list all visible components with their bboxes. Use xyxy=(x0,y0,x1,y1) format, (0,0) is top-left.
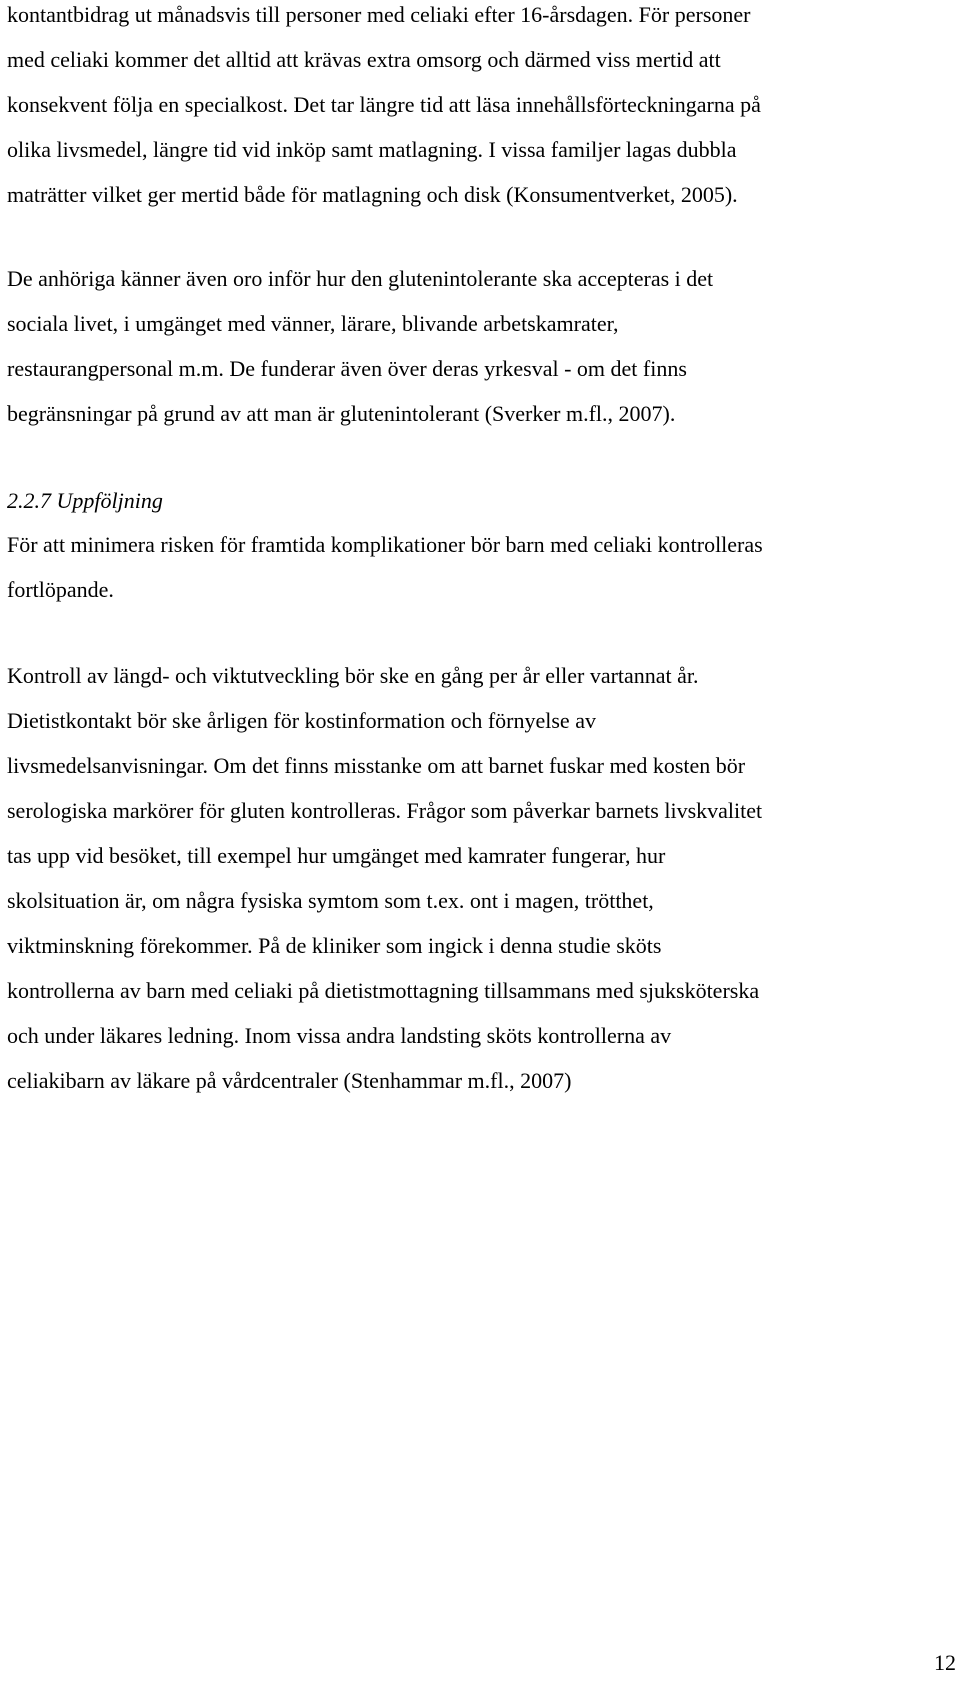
paragraph-2-line: De anhöriga känner även oro inför hur den glutenintolerante ska accepteras i det xyxy=(7,266,714,291)
paragraph-1-line: kontantbidrag ut månadsvis till personer med celiaki efter 16-årsdagen. För personer xyxy=(7,2,751,27)
paragraph-4-line: celiakibarn av läkare på vårdcentraler (Stenhammar m.fl., 2007) xyxy=(7,1068,572,1093)
paragraph-4-line: Kontroll av längd- och viktutveckling bör ske en gång per år eller vartannat år. xyxy=(7,663,699,688)
paragraph-2-line: sociala livet, i umgänget med vänner, lärare, blivande arbetskamrater, xyxy=(7,311,619,336)
page-number: 12 xyxy=(934,1650,956,1675)
paragraph-4-line: och under läkares ledning. Inom vissa andra landsting sköts kontrollerna av xyxy=(7,1023,672,1048)
paragraph-3-line: fortlöpande. xyxy=(7,577,114,602)
paragraph-1-line: konsekvent följa en specialkost. Det tar längre tid att läsa innehållsförteckningarna på xyxy=(7,92,761,117)
paragraph-2-line: restaurangpersonal m.m. De funderar även över deras yrkesval - om det finns xyxy=(7,356,687,381)
paragraph-2-line: begränsningar på grund av att man är glutenintolerant (Sverker m.fl., 2007). xyxy=(7,401,676,426)
paragraph-4-line: Dietistkontakt bör ske årligen för kostinformation och förnyelse av xyxy=(7,708,596,733)
section-heading: 2.2.7 Uppföljning xyxy=(7,488,163,513)
paragraph-4-line: tas upp vid besöket, till exempel hur umgänget med kamrater fungerar, hur xyxy=(7,843,666,868)
paragraph-3-line: För att minimera risken för framtida komplikationer bör barn med celiaki kontrolleras xyxy=(7,532,763,557)
paragraph-4-line: skolsituation är, om några fysiska symtom som t.ex. ont i magen, trötthet, xyxy=(7,888,654,913)
paragraph-1-line: maträtter vilket ger mertid både för matlagning och disk (Konsumentverket, 2005). xyxy=(7,182,738,207)
paragraph-4-line: viktminskning förekommer. På de kliniker som ingick i denna studie sköts xyxy=(7,933,662,958)
paragraph-4-line: livsmedelsanvisningar. Om det finns misstanke om att barnet fuskar med kosten bör xyxy=(7,753,746,778)
paragraph-4-line: kontrollerna av barn med celiaki på dietistmottagning tillsammans med sjuksköterska xyxy=(7,978,760,1003)
paragraph-1-line: olika livsmedel, längre tid vid inköp samt matlagning. I vissa familjer lagas dubbla xyxy=(7,137,737,162)
paragraph-1-line: med celiaki kommer det alltid att krävas extra omsorg och därmed viss mertid att xyxy=(7,47,721,72)
paragraph-4-line: serologiska markörer för gluten kontrolleras. Frågor som påverkar barnets livskvalitet xyxy=(7,798,763,823)
